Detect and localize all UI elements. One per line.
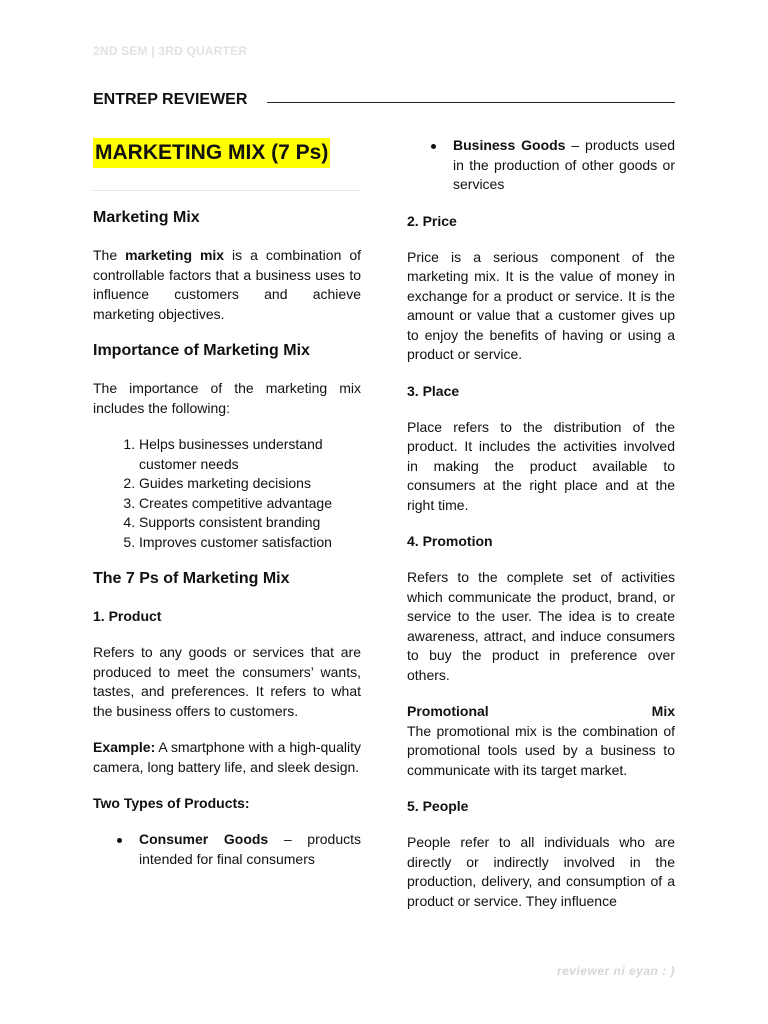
importance-list <box>93 435 361 552</box>
definition-term: marketing mix <box>125 247 225 263</box>
heading-promotion: 4. Promotion <box>407 533 493 549</box>
people-paragraph: People refer to all individuals who are directly or indirectly involved in the production, delivery, and consumption of a product or service. They influence <box>407 834 675 909</box>
header-title: ENTREP REVIEWER <box>93 91 248 108</box>
right-column <box>407 132 675 928</box>
header-rule <box>267 102 675 103</box>
document-header <box>93 91 675 109</box>
consumer-goods-label: Consumer Goods <box>139 831 269 847</box>
heading-promotional-mix: Promotional Mix <box>407 703 675 719</box>
left-column <box>93 132 361 886</box>
business-goods-label: Business Goods <box>453 137 566 153</box>
heading-7ps: The 7 Ps of Marketing Mix <box>93 570 290 587</box>
example-label: Example: <box>93 739 156 755</box>
importance-intro: The importance of the marketing mix includes the following: <box>93 380 361 416</box>
list-item: Consumer Goods – products intended for final consumers <box>93 830 361 869</box>
heading-price: 2. Price <box>407 212 457 229</box>
price-paragraph: Price is a serious component of the marketing mix. It is the value of money in exchange for a product or service. It is the amount or value that a customer gives up to enjoy the benefits of having or using a product or service. <box>407 248 675 362</box>
product-types-list <box>93 830 361 869</box>
list-item: Business Goods – products used in the production of other goods or services <box>407 136 675 195</box>
heading-product: 1. Product <box>93 608 162 624</box>
heading-importance: Importance of Marketing Mix <box>93 342 310 359</box>
heading-people: 5. People <box>407 798 469 814</box>
bullet-icon <box>431 144 436 149</box>
list-item: 5. Improves customer satisfaction <box>139 533 361 553</box>
heading-product-types: Two Types of Products: <box>93 795 250 811</box>
page-title: MARKETING MIX (7 Ps) <box>93 138 330 168</box>
example-paragraph: Example: A smartphone with a high-quality camera, long battery life, and sleek design. <box>93 739 361 775</box>
product-paragraph: Refers to any goods or services that are produced to meet the consumers’ wants, tastes, and preferences. It refers to what the business offers to customers. <box>93 644 361 719</box>
promotional-mix-paragraph: The promotional mix is the combination of promotional tools used by a business to communicate with its target market. <box>407 722 675 778</box>
list-item: 1. Helps businesses understand customer needs <box>139 435 361 474</box>
bullet-icon <box>117 838 122 843</box>
promotion-paragraph: Refers to the complete set of activities which communicate the product, brand, or service to the user. The idea is to create awareness, attract, and induce consumers to buy the product in preference over others. <box>407 569 675 683</box>
list-item: 3. Creates competitive advantage <box>139 494 361 514</box>
product-types-list-continued <box>407 136 675 195</box>
footer-signature: reviewer ni eyan : ) <box>556 964 675 978</box>
definition-paragraph: The marketing mix is a combination of controllable factors that a business uses to influence customers and achieve marketing objectives. <box>93 247 361 322</box>
list-item: 4. Supports consistent branding <box>139 513 361 533</box>
title-divider <box>93 190 361 191</box>
heading-place: 3. Place <box>407 382 460 399</box>
list-item: 2. Guides marketing decisions <box>139 474 361 494</box>
place-paragraph: Place refers to the distribution of the product. It includes the activities involved in making the product available to consumers at the right place and at the right time. <box>407 418 675 513</box>
heading-marketing-mix: Marketing Mix <box>93 209 200 226</box>
page-tag: 2ND SEM | 3RD QUARTER <box>93 44 248 58</box>
